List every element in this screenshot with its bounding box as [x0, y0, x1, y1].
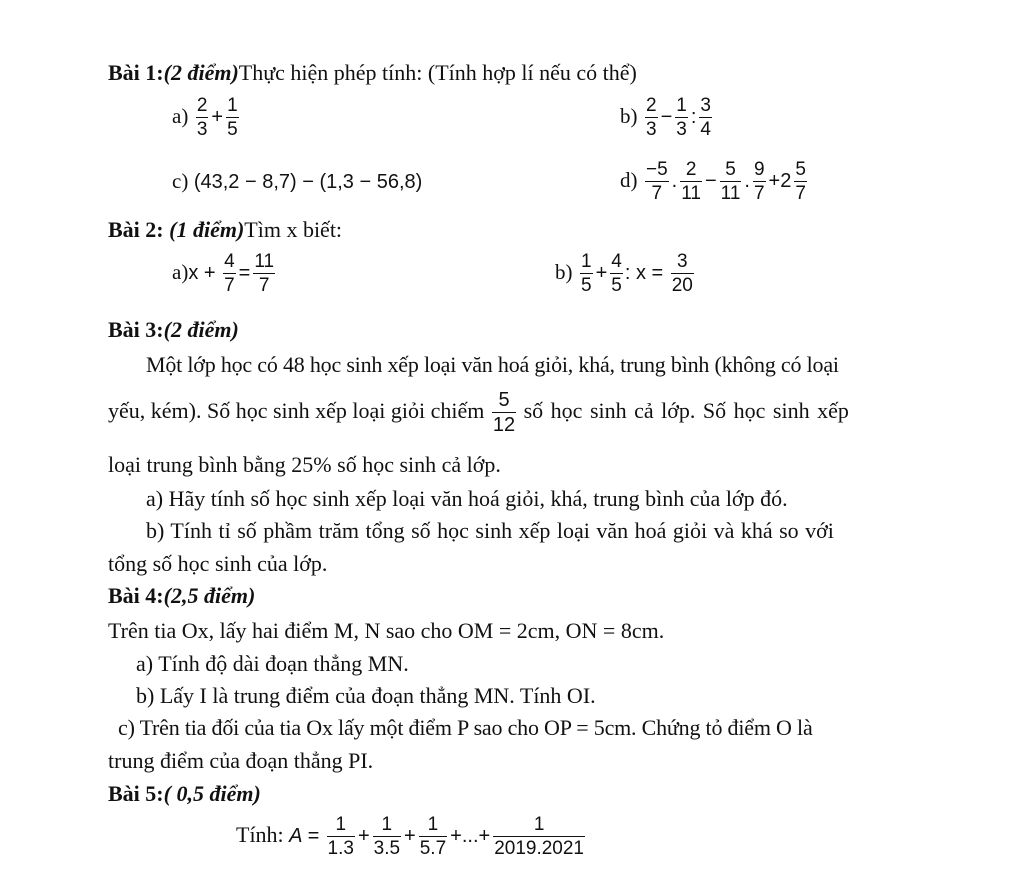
fraction: $\frac{1}{5}$ — [227, 95, 238, 140]
bai3-p1-line1: Một lớp học có 48 học sinh xếp loại văn hoá giỏi, khá, trung bình (không có loại — [146, 352, 839, 377]
bai1-points: (2 điểm) — [163, 60, 239, 85]
bai3-question-b-line1: b) Tính tỉ số phầm trăm tổng số học sinh xếp loại văn hoá giỏi và khá so với — [146, 518, 834, 543]
bai5-formula — [236, 815, 587, 859]
fraction: $\frac{5}{7}$ — [795, 159, 806, 204]
bai1-c — [172, 168, 422, 194]
fraction: $\frac{-5}{7}$ — [646, 159, 668, 204]
bai3-question-a: a) Hãy tính số học sinh xếp loại văn hoá giỏi, khá, trung bình của lớp đó. — [146, 486, 788, 511]
bai3-heading — [108, 317, 239, 342]
bai1-b-label: b) — [620, 103, 638, 128]
text: số học sinh cả lớp. Số học sinh xếp — [523, 398, 849, 424]
fraction: $\frac{11}{7}$ — [254, 251, 275, 296]
operator: . — [671, 169, 678, 192]
fraction: $\frac{4}{7}$ — [224, 251, 235, 296]
bai4-title: Bài 4: — [108, 583, 164, 608]
bai4-points: (2,5 điểm) — [163, 583, 256, 608]
bai1-c-label: c) — [172, 169, 189, 193]
operator: + — [404, 824, 416, 847]
fraction: $\frac{1}{5.7}$ — [419, 814, 447, 859]
bai5-points: ( 0,5 điểm) — [163, 781, 261, 806]
bai3-p1-line3: loại trung bình bằng 25% số học sinh cả lớp. — [108, 452, 501, 477]
bai1-instruction: Thực hiện phép tính: (Tính hợp lí nếu có thể) — [238, 60, 637, 85]
fraction: $\frac{1}{1.3}$ — [327, 814, 354, 859]
fraction: $\frac{3}{20}$ — [671, 251, 693, 296]
fraction: $\frac{9}{7}$ — [753, 159, 765, 204]
fraction: $\frac{2}{11}$ — [681, 159, 701, 204]
bai1-c-expression: (43,2 − 8,7) − (1,3 − 56,8) — [193, 171, 423, 193]
fraction: $\frac{5}{12}$ — [492, 389, 516, 436]
bai4-question-a: a) Tính độ dài đoạn thẳng MN. — [136, 651, 409, 676]
bai1-a — [172, 96, 241, 140]
variable-x: x + — [188, 261, 216, 284]
bai2-points: (1 điểm) — [169, 217, 245, 242]
fraction: $\frac{5}{11}$ — [720, 159, 741, 204]
fraction: $\frac{2}{3}$ — [646, 95, 657, 140]
bai2-title: Bài 2: — [108, 217, 170, 242]
bai5-heading — [108, 781, 261, 806]
bai5-title: Bài 5: — [108, 781, 164, 806]
operator: : x = — [624, 261, 664, 284]
bai2-b — [555, 252, 696, 296]
bai1-b — [620, 96, 714, 140]
fraction: $\frac{4}{5}$ — [611, 251, 622, 296]
operator: : — [690, 105, 697, 128]
fraction: $\frac{1}{2019.2021}$ — [494, 814, 585, 859]
bai2-b-label: b) — [555, 259, 573, 284]
operator: − — [704, 169, 717, 192]
bai4-question-c-line1: c) Trên tia đối của tia Ox lấy một điểm P sao cho OP = 5cm. Chứng tỏ điểm O là — [118, 715, 813, 740]
operator: − — [660, 105, 673, 128]
bai1-heading — [108, 60, 637, 85]
operator: + — [357, 824, 370, 847]
fraction: $\frac{2}{3}$ — [196, 95, 208, 140]
bai3-p1-line2 — [108, 390, 849, 436]
operator: +...+ — [450, 824, 491, 847]
bai2-a-label: a) — [172, 259, 189, 284]
fraction: $\frac{1}{3}$ — [676, 95, 687, 140]
bai4-question-b: b) Lấy I là trung điểm của đoạn thẳng MN. Tính OI. — [136, 683, 596, 708]
bai4-question-c-line2: trung điểm của đoạn thẳng PI. — [108, 748, 374, 773]
bai4-heading — [108, 583, 255, 608]
bai1-title: Bài 1: — [108, 60, 164, 85]
bai3-points: (2 điểm) — [163, 317, 239, 342]
fraction: $\frac{3}{4}$ — [700, 95, 711, 140]
bai5-lhs: A = — [289, 824, 320, 847]
bai1-d-label: d) — [620, 167, 638, 192]
bai1-d — [620, 160, 809, 204]
operator: . — [744, 169, 750, 192]
operator: = — [238, 261, 251, 284]
bai2-heading — [108, 217, 342, 242]
bai3-question-b-line2: tổng số học sinh của lớp. — [108, 551, 328, 576]
bai5-lead: Tính: — [236, 821, 284, 847]
fraction: $\frac{1}{3.5}$ — [373, 814, 401, 859]
bai2-instruction: Tìm x biết: — [244, 217, 343, 242]
operator: + — [595, 261, 608, 284]
bai4-intro: Trên tia Ox, lấy hai điểm M, N sao cho OM = 2cm, ON = 8cm. — [108, 618, 665, 643]
fraction: $\frac{1}{5}$ — [581, 251, 592, 296]
bai2-a — [172, 252, 277, 296]
text: yếu, kém). Số học sinh xếp loại giỏi chiếm — [108, 398, 485, 424]
bai1-a-label: a) — [172, 103, 189, 128]
operator: +2 — [768, 169, 792, 192]
bai3-title: Bài 3: — [108, 317, 164, 342]
operator: + — [211, 105, 224, 128]
